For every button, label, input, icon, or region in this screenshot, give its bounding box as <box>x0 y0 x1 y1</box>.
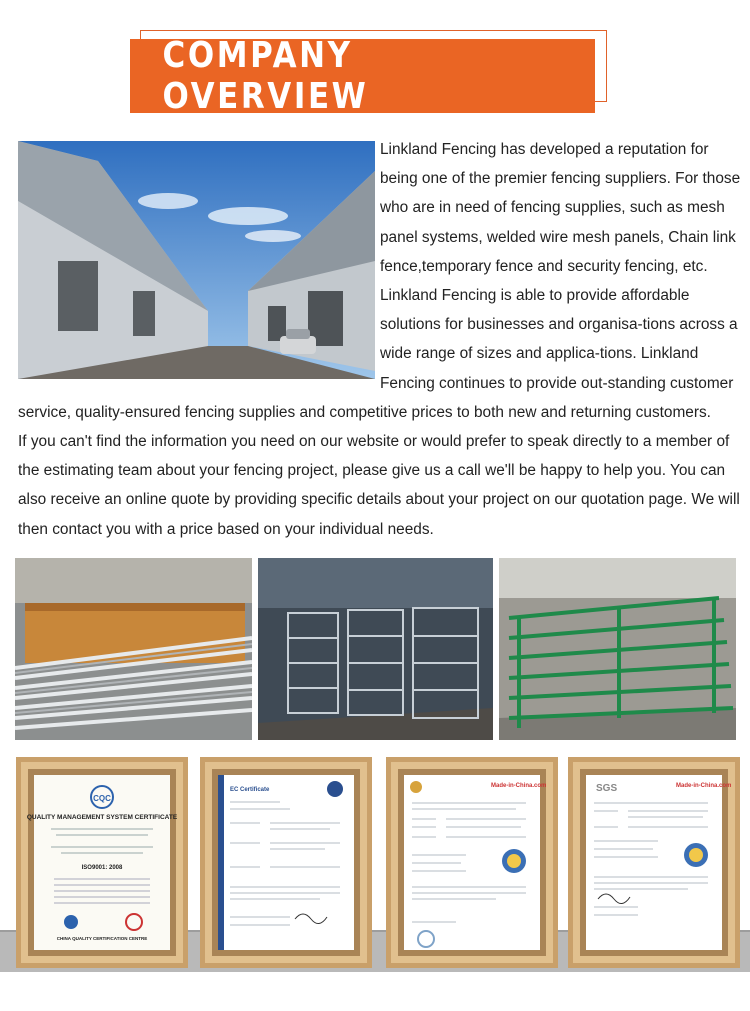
overview-paragraph-1: Linkland Fencing has developed a reputation for being one of the premier fencing suppliers. For those who are in need of fencing supplies, such as mesh panel systems, welded wire mesh panels, Chain link fence,temporary fence and security fencing, etc. Linkland Fencing is able to provide affordable solutions for businesses and organisa-tions across a wide range of sizes and applica-tions. Linkland Fencing continues to provide out-standing customer service, quality-ensured fencing supplies and competitive prices to both new and returning customers. <box>18 141 741 421</box>
cert2-title: EC Certificate <box>230 787 270 793</box>
cert4-logo: SGS <box>596 783 618 794</box>
cert1-issuer: CHINA QUALITY CERTIFICATION CENTRE <box>56 936 148 941</box>
overview-paragraph-2: If you can't find the information you need on our website or would prefer to speak directly to a member of the estimating team about your fencing project, please give us a call we'll be happy to help you. You can also receive an online quote by providing specific details about your project on our quotation page. We will then contact you with a price based on your individual needs. <box>18 433 740 538</box>
product-photo-green-gates <box>499 558 736 740</box>
certificate-ec <box>200 757 372 968</box>
cert1-standard: ISO9001: 2008 <box>81 865 123 871</box>
cert1-title: QUALITY MANAGEMENT SYSTEM CERTIFICATE <box>26 814 178 821</box>
overview-text <box>18 135 746 544</box>
cert3-header: Made-in-China.com <box>491 783 547 789</box>
certificate-iso9001 <box>16 757 188 968</box>
certificate-sgs <box>568 757 740 968</box>
product-photo-pipes <box>15 558 252 740</box>
header-banner <box>130 35 595 117</box>
page-title: COMPANY OVERVIEW <box>162 35 369 117</box>
svg-text:CQC: CQC <box>93 794 111 803</box>
certificate-audit-report <box>386 757 558 968</box>
product-photo-panels <box>258 558 493 740</box>
cert4-header: Made-in-China.com <box>676 783 732 789</box>
